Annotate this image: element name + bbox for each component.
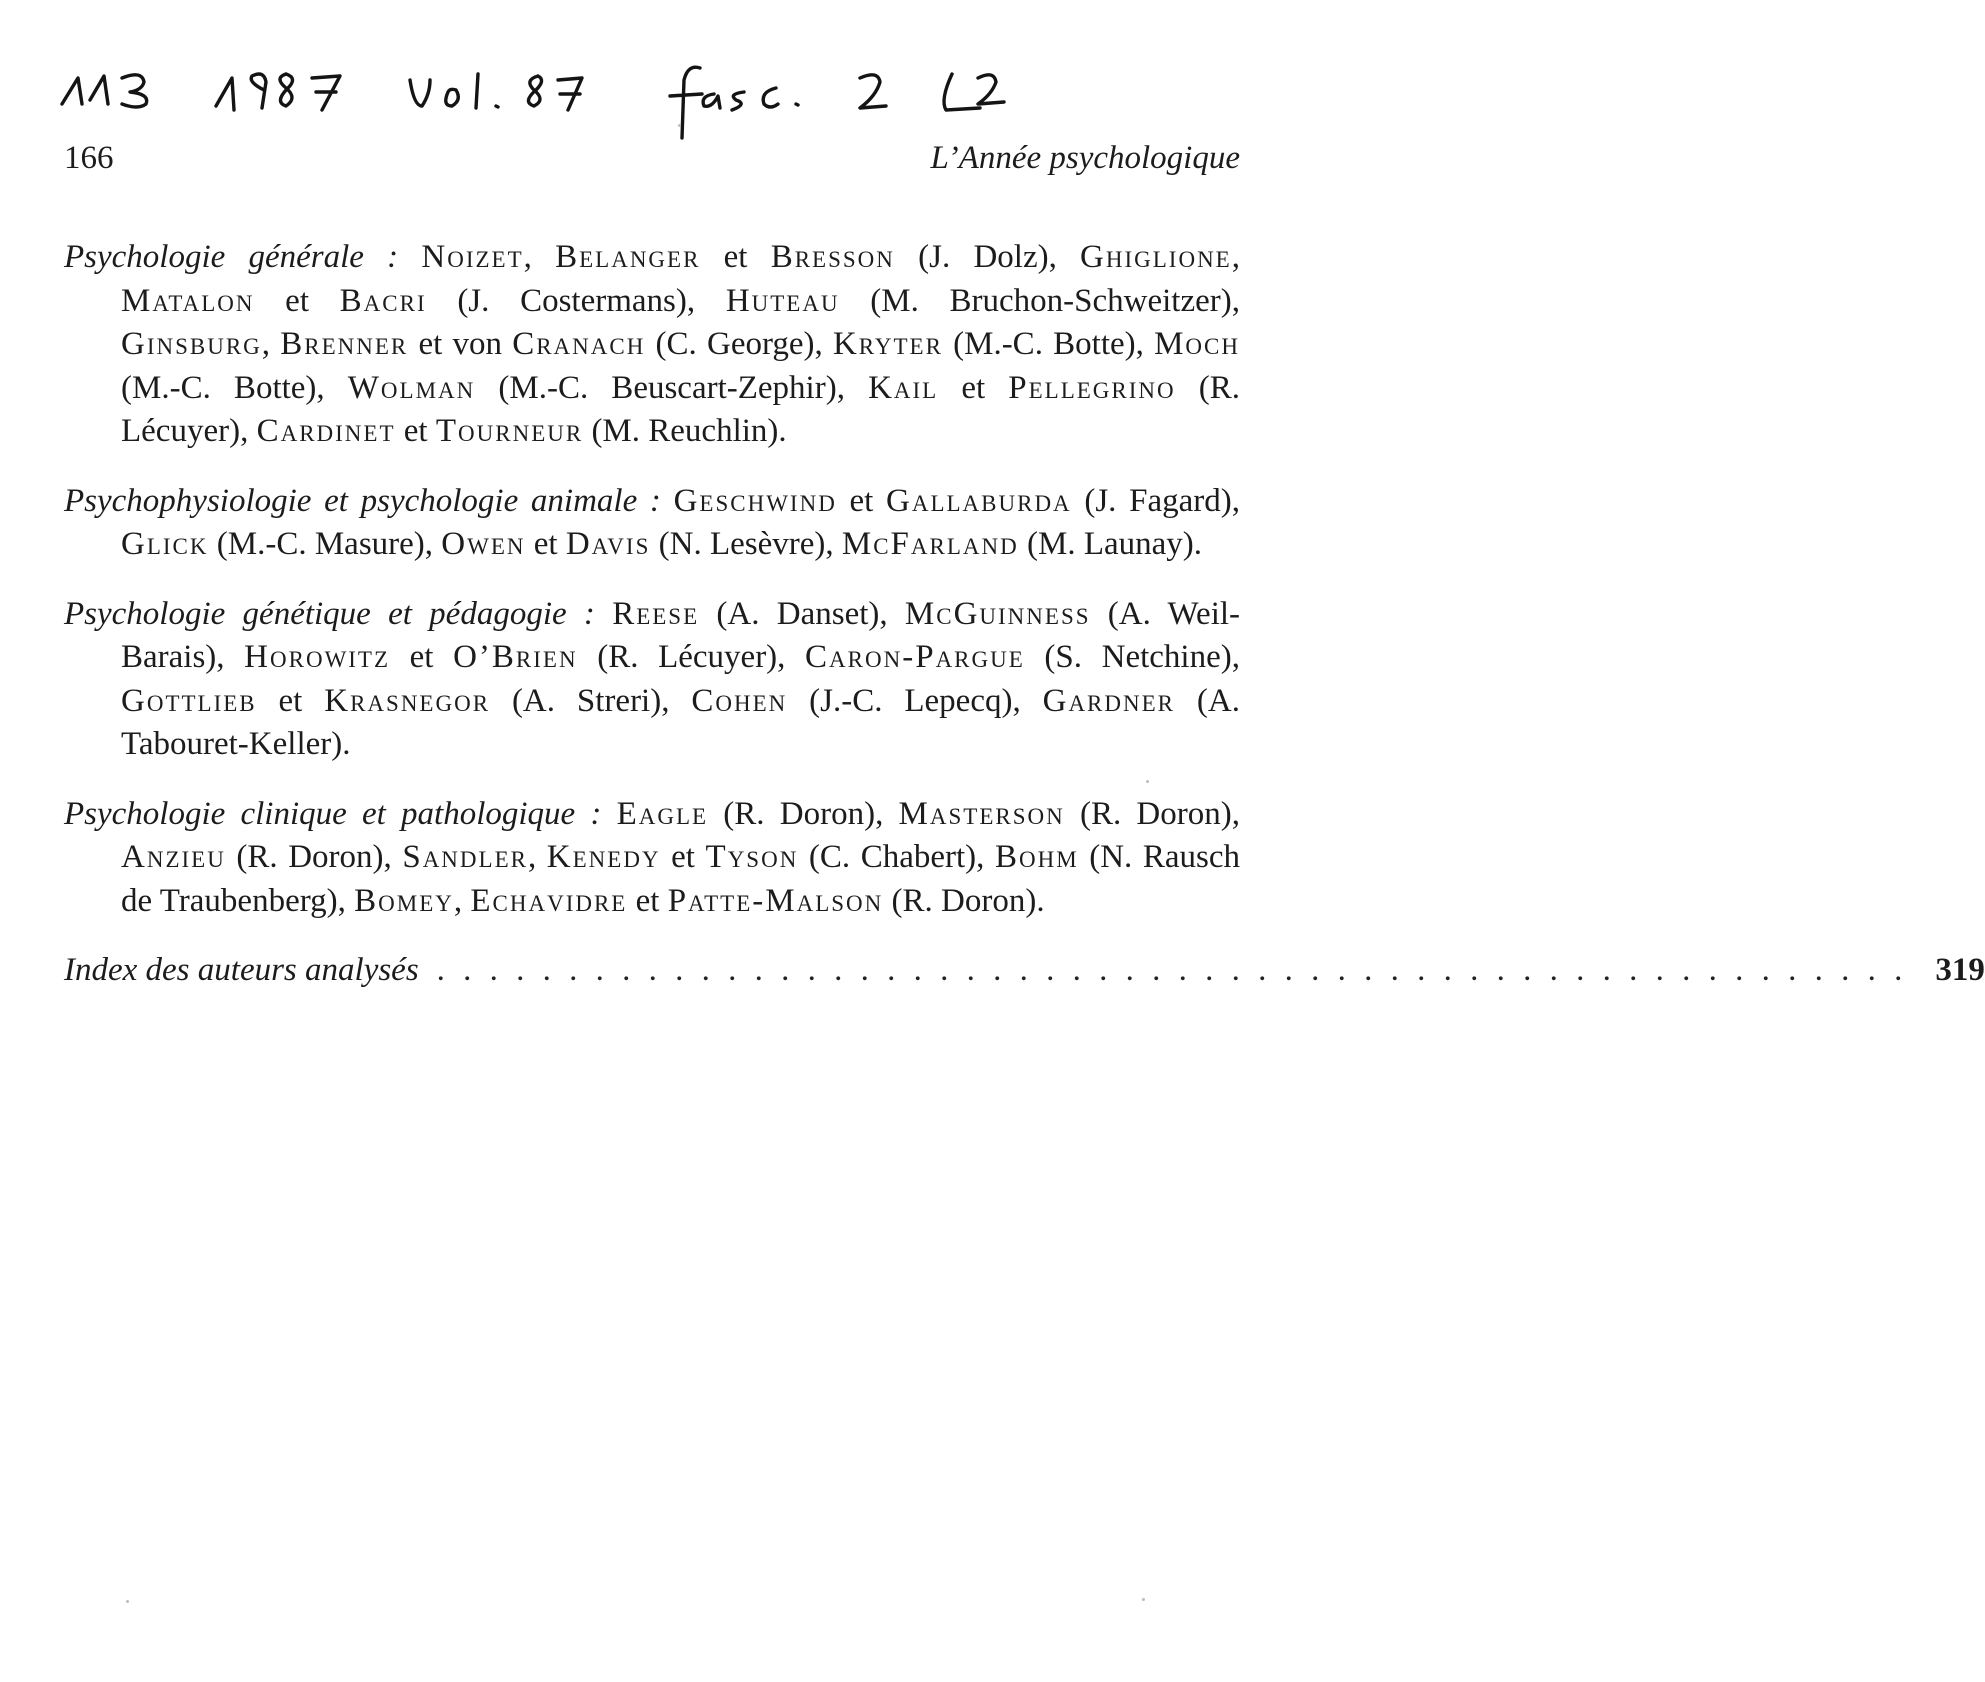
reviewer-text: (M. Bruchon-Schweitzer), xyxy=(839,282,1240,319)
analyzed-author: Matalon xyxy=(121,282,255,319)
analyzed-author: Pellegrino xyxy=(1008,369,1176,406)
reviewer-text: (J. Dolz), xyxy=(894,239,1081,275)
reviewer-text: (N. Lesèvre), xyxy=(650,526,842,562)
analyzed-author: McGuinness xyxy=(904,595,1091,632)
reviewer-text: et xyxy=(390,639,454,675)
analyzed-author: Belanger xyxy=(555,239,701,275)
analyzed-author: Glick xyxy=(121,526,209,562)
analyzed-author: Bohm xyxy=(994,839,1079,875)
analyzed-author: Wolman xyxy=(347,369,476,406)
analyzed-author: Reese xyxy=(612,595,700,632)
analyzed-author: Eagle xyxy=(616,795,709,832)
section-entry-clinique xyxy=(64,793,1240,924)
reviewer-text: (R. Doron), xyxy=(1064,795,1240,832)
reviewer-text: (S. Netchine), xyxy=(1024,639,1240,675)
analyzed-author: O’Brien xyxy=(453,639,578,675)
analyzed-author: Huteau xyxy=(725,282,840,319)
reviewer-text: (A. Streri), xyxy=(490,682,692,719)
table-of-contents xyxy=(64,236,1985,993)
analyzed-author: Geschwind xyxy=(673,482,837,519)
analyzed-author: Kenedy xyxy=(546,839,661,875)
analyzed-author: Cohen xyxy=(691,682,788,719)
scan-speck xyxy=(678,124,681,127)
reviewer-text: et xyxy=(395,413,436,449)
analyzed-author: Gottlieb xyxy=(121,682,257,719)
reviewer-text: , xyxy=(1231,239,1240,275)
reviewer-text: , xyxy=(527,839,547,875)
scan-speck xyxy=(126,1600,129,1603)
reviewer-text: (A. Tabouret-Keller). xyxy=(121,682,1240,762)
reviewer-text: , xyxy=(523,239,556,275)
analyzed-author: Cardinet xyxy=(256,413,396,449)
reviewer-text: (C. George), xyxy=(645,326,833,362)
reviewer-text: (M. Reuchlin). xyxy=(583,413,787,449)
analyzed-author: Gardner xyxy=(1042,682,1176,719)
analyzed-author: Masterson xyxy=(898,795,1065,832)
analyzed-author: Moch xyxy=(1154,326,1240,362)
section-category: Psychologie génétique et pédagogie : xyxy=(64,595,595,632)
analyzed-author: Krasnegor xyxy=(324,682,491,719)
analyzed-author: McFarland xyxy=(841,526,1019,562)
analyzed-author: Sandler xyxy=(402,839,528,875)
reviewer-text: (M.-C. Masure), xyxy=(208,526,442,562)
reviewer-text: (A. Weil-Barais), xyxy=(121,595,1241,675)
analyzed-author: Echavidre xyxy=(470,882,628,919)
reviewer-text: (M.-C. Botte), xyxy=(942,326,1155,362)
analyzed-author: Cranach xyxy=(512,326,646,362)
section-entry-genetique xyxy=(64,593,1240,767)
index-label: Index des auteurs analysés xyxy=(64,952,419,988)
reviewer-text: (J. Costermans), xyxy=(426,282,726,319)
scan-speck xyxy=(1142,1598,1145,1601)
reviewer-text: (R. Lécuyer), xyxy=(577,639,806,675)
page-number: 166 xyxy=(64,140,114,176)
analyzed-author: Anzieu xyxy=(121,839,226,875)
reviewer-text: et xyxy=(525,526,566,562)
reviewer-text: , xyxy=(261,326,281,362)
section-entry-generale xyxy=(64,236,1240,454)
reviewer-text: (A. Danset), xyxy=(699,595,905,632)
reviewer-text: (J. Fagard), xyxy=(1071,482,1240,519)
reviewer-text: (R. Doron), xyxy=(708,795,899,832)
analyzed-author: Caron-Pargue xyxy=(805,639,1025,675)
analyzed-author: Tourneur xyxy=(435,413,584,449)
reviewer-text: (M. Launay). xyxy=(1018,526,1203,562)
analyzed-author: Bomey xyxy=(354,882,454,919)
reviewer-text: (C. Chabert), xyxy=(798,839,995,875)
analyzed-author: Patte-Malson xyxy=(667,882,884,919)
analyzed-author: Horowitz xyxy=(244,639,391,675)
reviewer-text: et xyxy=(254,282,340,319)
index-entry xyxy=(64,949,1985,993)
analyzed-author: Noizet xyxy=(421,239,524,275)
analyzed-author: Kail xyxy=(868,369,939,406)
analyzed-author: Tyson xyxy=(705,839,799,875)
section-category: Psychologie clinique et pathologique : xyxy=(64,795,602,832)
index-page-number: 319 xyxy=(1935,952,1985,988)
reviewer-text: (J.-C. Lepecq), xyxy=(787,682,1043,719)
reviewer-text: et xyxy=(700,239,771,275)
reviewer-text: (M.-C. Beuscart-Zephir), xyxy=(475,369,869,406)
analyzed-author: Owen xyxy=(441,526,526,562)
reviewer-text: et xyxy=(836,482,886,519)
scan-speck xyxy=(1146,780,1149,783)
reviewer-text: (R. Lécuyer), xyxy=(121,369,1240,449)
dot-leader: . . . . . . . . . . . . . . . . . . . . . . . . . . . . . . . . . . . . . . . . . . . . . . . . . . . . . . . . xyxy=(436,952,1908,988)
analyzed-author: Ghiglione xyxy=(1080,239,1232,275)
analyzed-author: Gallaburda xyxy=(886,482,1072,519)
reviewer-text: (N. Rausch de Traubenberg), xyxy=(121,839,1241,919)
section-category: Psychologie générale : xyxy=(64,239,399,275)
analyzed-author: Bresson xyxy=(770,239,895,275)
reviewer-text: et xyxy=(627,882,668,919)
analyzed-author: Ginsburg xyxy=(121,326,262,362)
running-head xyxy=(64,140,1240,180)
section-entry-psychophysiologie xyxy=(64,480,1240,567)
reviewer-text: (R. Doron), xyxy=(225,839,403,875)
analyzed-author: Davis xyxy=(565,526,651,562)
section-category: Psychophysiologie et psychologie animale : xyxy=(64,482,661,519)
analyzed-author: Bacri xyxy=(339,282,427,319)
reviewer-text: , xyxy=(453,882,471,919)
reviewer-text: (R. Doron). xyxy=(883,882,1045,919)
journal-title: L’Année psychologique xyxy=(930,140,1240,176)
reviewer-text: et xyxy=(256,682,325,719)
analyzed-author: Kryter xyxy=(832,326,943,362)
reviewer-text: et xyxy=(938,369,1009,406)
reviewer-text: (M.-C. Botte), xyxy=(121,369,348,406)
analyzed-author: Brenner xyxy=(280,326,409,362)
reviewer-text: et xyxy=(660,839,706,875)
reviewer-text: et von xyxy=(408,326,513,362)
